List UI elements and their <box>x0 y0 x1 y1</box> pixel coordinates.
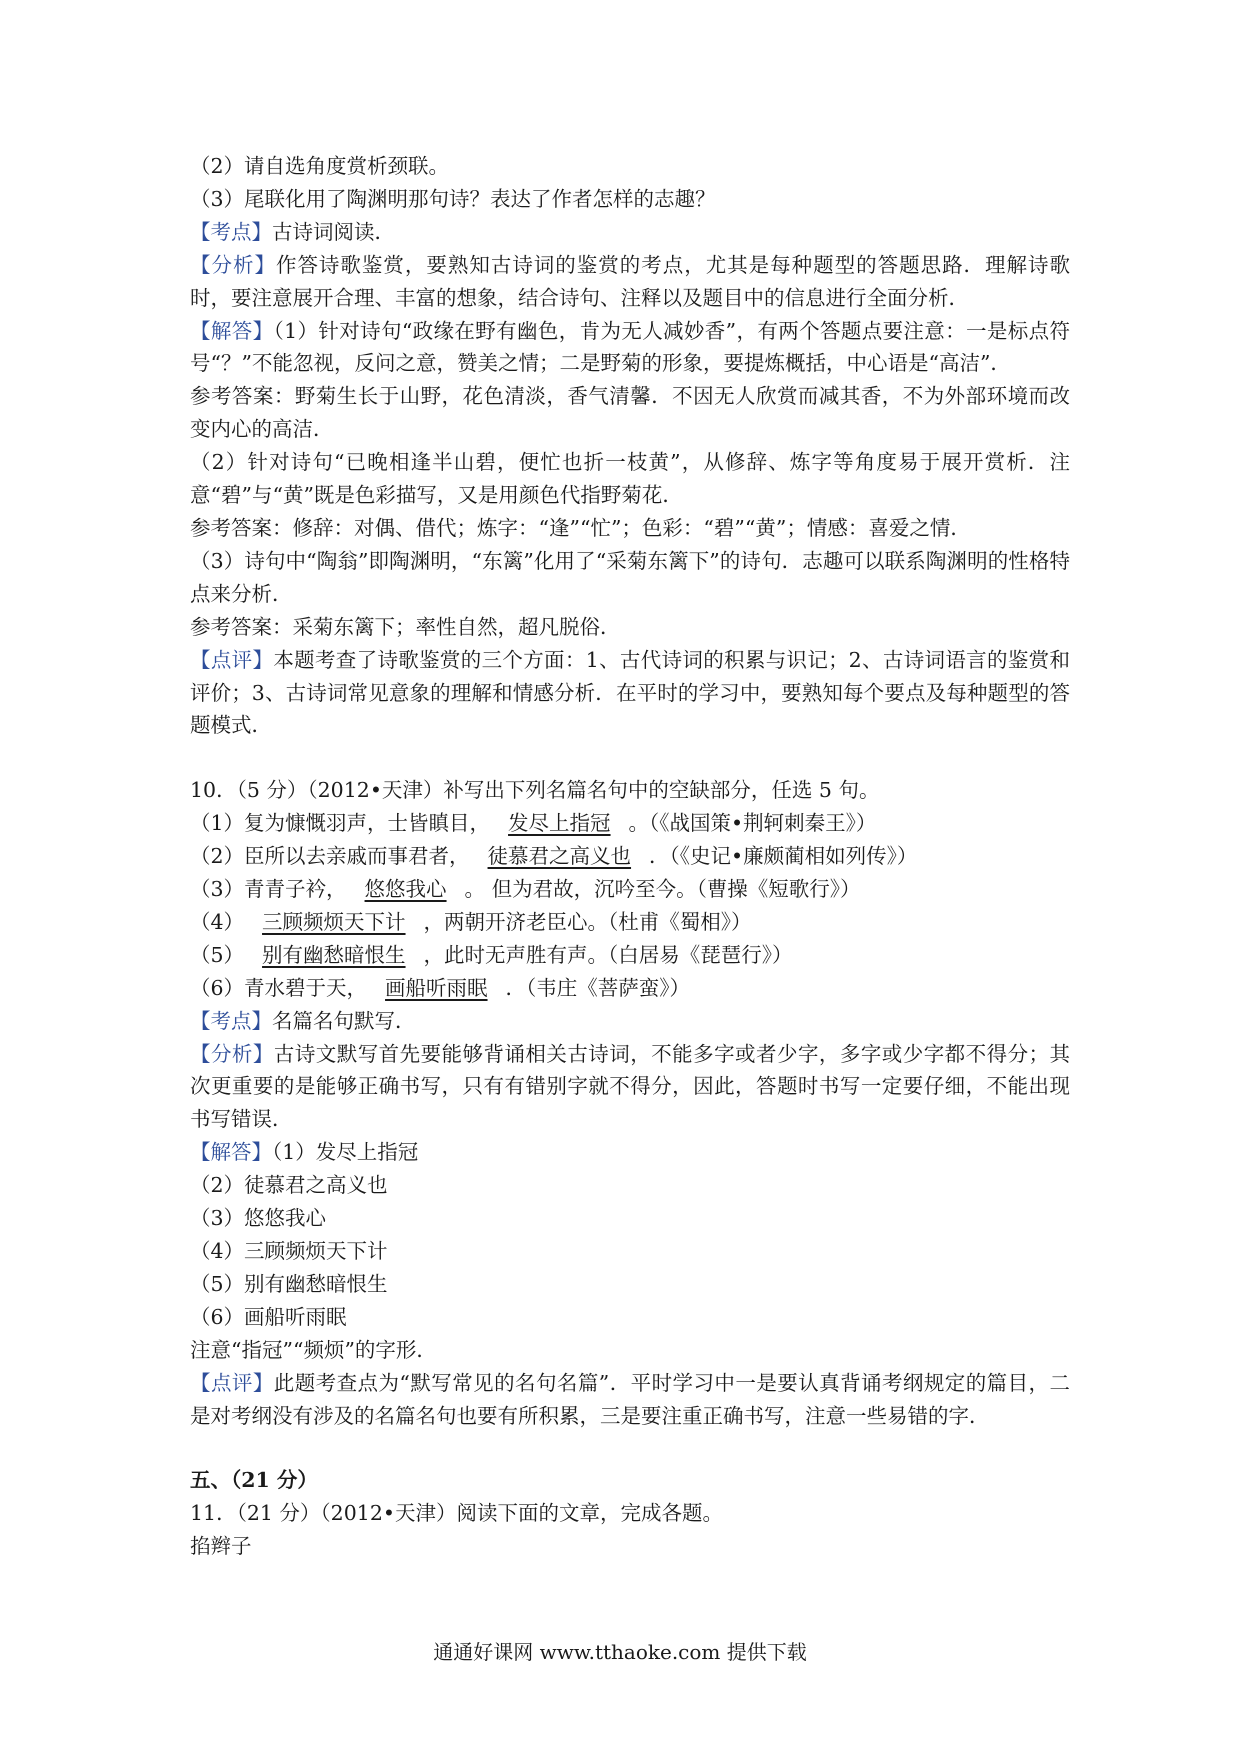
fenxi-text: 古诗文默写首先要能够背诵相关古诗词，不能多字或者少字，多字或少字都不得分；其次更重要的是能够正确书写，只有有错别字就不得分，因此，答题时书写一定要仔细，不能出现书写错误． <box>190 1041 1071 1132</box>
q10-jieda <box>190 1136 1070 1169</box>
dianping-tag: 【点评】 <box>190 1370 274 1395</box>
kaodian-text: 古诗词阅读． <box>272 219 395 244</box>
q10-title: 10．（5 分）（2012•天津）补写出下列名篇名句中的空缺部分，任选 5 句。 <box>190 778 880 803</box>
spacer <box>190 1432 1070 1464</box>
q9-dianping <box>190 644 1070 743</box>
item-post: ，两朝开济老臣心。（杜甫《蜀相》） <box>423 909 752 934</box>
answer-blank: 发尽上指冠 <box>508 811 611 836</box>
q10-fenxi <box>190 1038 1070 1137</box>
answer-blank: 徒慕君之高义也 <box>487 844 632 869</box>
item-post: ，此时无声胜有声。（白居易《琵琶行》） <box>423 942 793 967</box>
item-post: ．（《史记•廉颇蔺相如列传》） <box>649 844 918 869</box>
q9-sub2: （2）请自选角度赏析颈联。 <box>190 154 450 178</box>
q9-jieda2: （2）针对诗句“已晚相逢半山碧，便忙也折一枝黄”，从修辞、炼字等角度易于展开赏析．注意“碧”与“黄”既是色彩描写，又是用颜色代指野菊花． <box>190 450 1070 508</box>
jieda-tag: 【解答】 <box>190 318 274 343</box>
answer-line: （1）发尽上指冠 <box>272 1140 419 1165</box>
answer-line: （6）画船听雨眠 <box>190 1304 347 1329</box>
q9-ref1: 参考答案：野菊生长于山野，花色清淡，香气清馨．不因无人欣赏而减其香，不为外部环境而改变内心的高洁． <box>190 384 1070 442</box>
article-title: 掐辫子 <box>190 1534 252 1559</box>
kaodian-tag: 【考点】 <box>190 1008 272 1033</box>
section-heading: 五、（21 分） <box>190 1468 318 1493</box>
q9-ref3: 参考答案：采菊东篱下；率性自然，超凡脱俗． <box>190 614 621 639</box>
spacer <box>190 742 1070 774</box>
answer-line: （4）三顾频烦天下计 <box>190 1239 388 1263</box>
kaodian-text: 名篇名句默写． <box>272 1008 416 1033</box>
item-pre: （3）青青子衿， <box>190 877 347 902</box>
q9-fenxi <box>190 249 1070 315</box>
q10-item <box>190 873 1070 906</box>
item-pre: （1）复为慷慨羽声，士皆瞋目， <box>190 811 491 836</box>
jieda1-text: （1）针对诗句“政缘在野有幽色，肯为无人减妙香”，有两个答题点要注意：一是标点符号“？”不能忽视，反问之意，赞美之情；二是野菊的形象，要提炼概括，中心语是“高洁”． <box>190 318 1070 376</box>
item-pre: （2）臣所以去亲戚而事君者， <box>190 844 470 869</box>
item-pre: （6）青水碧于天， <box>190 975 368 1000</box>
fenxi-text: 作答诗歌鉴赏，要熟知古诗词的鉴赏的考点，尤其是每种题型的答题思路．理解诗歌时，要注意展开合理、丰富的想象，结合诗句、注释以及题目中的信息进行全面分析． <box>190 252 1071 310</box>
q10-item <box>190 807 1070 840</box>
q10-note: 注意“指冠”“频烦”的字形． <box>190 1337 437 1362</box>
q11-title: 11．（21 分）（2012•天津）阅读下面的文章，完成各题。 <box>190 1501 723 1526</box>
dianping-text: 本题考查了诗歌鉴赏的三个方面：1、古代诗词的积累与识记；2、古诗词语言的鉴赏和评价；3、古诗词常见意象的理解和情感分析．在平时的学习中，要熟知每个要点及每种题型的答题模式． <box>190 647 1070 738</box>
jieda-tag: 【解答】 <box>190 1140 272 1165</box>
item-post: 。 但为君故，沉吟至今。（曹操《短歌行》） <box>464 877 861 902</box>
q10-kaodian <box>190 1005 1070 1038</box>
item-pre: （4） <box>190 909 245 934</box>
q10-item <box>190 972 1070 1005</box>
dianping-tag: 【点评】 <box>190 647 274 672</box>
dianping-text: 此题考查点为“默写常见的名句名篇”．平时学习中一是要认真背诵考纲规定的篇目，二是对考纲没有涉及的名篇名句也要有所积累，三是要注重正确书写，注意一些易错的字． <box>190 1370 1070 1428</box>
q10-item <box>190 840 1070 873</box>
answer-line: （2）徒慕君之高义也 <box>190 1173 388 1198</box>
page-content <box>190 150 1070 1563</box>
answer-blank: 悠悠我心 <box>364 877 447 902</box>
q10-dianping <box>190 1367 1070 1433</box>
item-post: ．（韦庄《菩萨蛮》） <box>505 975 691 1000</box>
kaodian-tag: 【考点】 <box>190 219 272 244</box>
answer-line: （5）别有幽愁暗恨生 <box>190 1271 388 1296</box>
fenxi-tag: 【分析】 <box>190 1041 274 1066</box>
item-pre: （5） <box>190 942 245 967</box>
answer-line: （3）悠悠我心 <box>190 1206 327 1231</box>
q9-ref2: 参考答案：修辞：对偶、借代；炼字：“逢”“忙”；色彩：“碧”“黄”；情感：喜爱之情． <box>190 515 971 540</box>
answer-blank: 画船听雨眠 <box>385 975 488 1000</box>
item-post: 。（《战国策•荆轲刺秦王》） <box>628 811 877 836</box>
q9-sub3: （3）尾联化用了陶渊明那句诗？表达了作者怎样的志趣？ <box>190 186 716 211</box>
q9-jieda1 <box>190 315 1070 381</box>
answer-blank: 三顾频烦天下计 <box>262 909 406 934</box>
fenxi-tag: 【分析】 <box>190 252 276 277</box>
answer-blank: 别有幽愁暗恨生 <box>262 942 406 967</box>
q9-kaodian <box>190 216 1070 249</box>
q10-item <box>190 906 1070 939</box>
q10-item <box>190 939 1070 972</box>
page-footer: 通通好课网 www.tthaoke.com 提供下载 <box>433 1640 807 1664</box>
q9-jieda3: （3）诗句中“陶翁”即陶渊明，“东篱”化用了“采菊东篱下”的诗句．志趣可以联系陶渊明的性格特点来分析． <box>190 548 1070 606</box>
